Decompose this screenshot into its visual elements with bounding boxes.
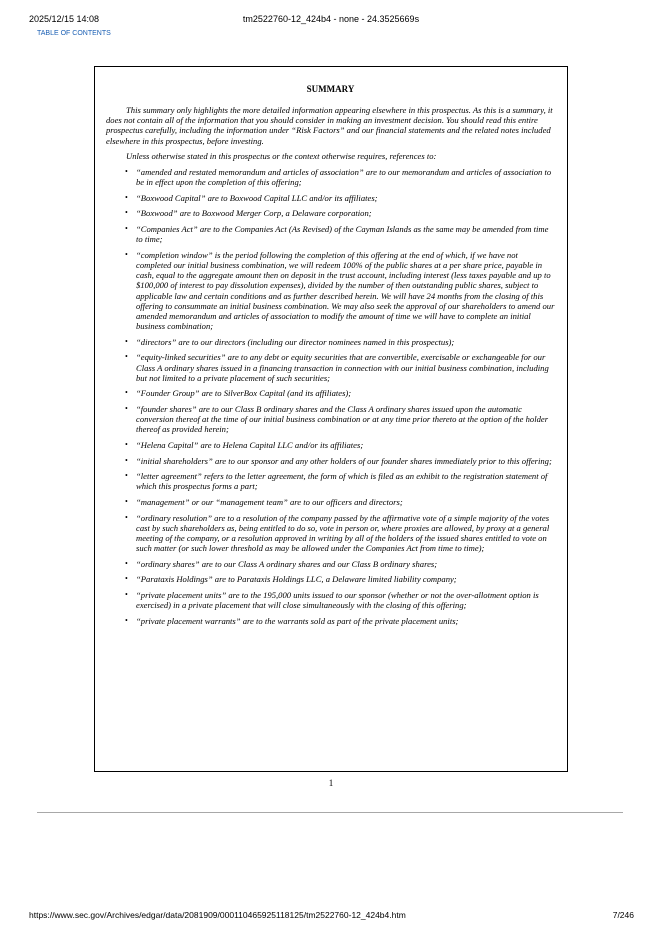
definition-item: • “Parataxis Holdings” are to Parataxis Holdings LLC, a Delaware limited liability company; <box>125 574 457 585</box>
page-number: 1 <box>328 778 334 788</box>
bullet-icon: • <box>125 336 128 346</box>
table-of-contents-link[interactable]: TABLE OF CONTENTS <box>37 30 111 37</box>
bullet-icon: • <box>125 471 128 481</box>
definition-item: • “completion window” is the period following the completion of this offering at the end of which, if we have not completed our initial business combination, we will redeem 100% of the public shares at a per share price, payable in cash, equal to the aggregate amount then on deposit in the trust account, including interest (less taxes payable and up to $100,000 of interest to pay dissolution expenses), divided by the number of then outstanding public shares, subject to applicable law and certain conditions and as further described herein. We will have 24 months from the closing of this offering to consummate an initial business combination. We may also seek the approval of our shareholders to amend our amended memorandum and articles of association to modify the amount of time we will have to complete an initial business combination; <box>125 249 555 332</box>
page-divider <box>37 812 623 813</box>
definition-item: • “private placement units” are to the 195,000 units issued to our sponsor (whether or not the over-allotment option is exercised) in a private placement that will close simultaneously with the closing of this offering; <box>125 589 539 611</box>
bullet-icon: • <box>125 352 128 362</box>
bullet-icon: • <box>125 208 128 218</box>
definition-item: • “letter agreement” refers to the letter agreement, the form of which is filed as an exhibit to the registration statement of which this prospectus forms a part; <box>125 471 548 492</box>
definitions-list <box>106 167 555 626</box>
bullet-icon: • <box>125 615 128 625</box>
print-datetime: 2025/12/15 14:08 <box>29 14 100 24</box>
summary-title: SUMMARY <box>306 84 355 94</box>
bullet-icon: • <box>125 512 128 522</box>
bullet-icon: • <box>125 249 128 259</box>
bullet-icon: • <box>125 388 128 398</box>
bullet-icon: • <box>125 574 128 584</box>
definition-item: • “amended and restated memorandum and articles of association” are to our memorandum and articles of association to be in effect upon the completion of this offering; <box>125 167 552 188</box>
bullet-icon: • <box>125 496 128 506</box>
definition-item: • “initial shareholders” are to our sponsor and any other holders of our founder shares immediately prior to this offering; <box>125 455 552 466</box>
footer-page-count: 7/246 <box>612 910 634 920</box>
print-document-title: tm2522760-12_424b4 - none - 24.3525669s <box>242 14 420 24</box>
bullet-icon: • <box>125 404 128 413</box>
definition-item: • “private placement warrants” are to the warrants sold as part of the private placement units; <box>125 615 459 626</box>
bullet-icon: • <box>125 558 128 568</box>
definition-item: • “directors” are to our directors (including our director nominees named in this prospectus); <box>125 336 455 347</box>
bullet-icon: • <box>125 440 128 449</box>
definition-item: • “Founder Group” are to SilverBox Capital (and its affiliates); <box>125 388 352 399</box>
definition-item: • “founder shares” are to our Class B ordinary shares and the Class A ordinary shares issued upon the automatic conversion thereof at the time of our initial business combination or at any time prior thereto at the option of the holder thereof as provided herein; <box>125 404 549 435</box>
bullet-icon: • <box>125 224 128 233</box>
footer-url: https://www.sec.gov/Archives/edgar/data/2081909/000110465925118125/tm2522760-12_424b4.htm <box>29 910 406 920</box>
definition-item: • “ordinary resolution” are to a resolution of the company passed by the affirmative vote of a simple majority of the votes cast by such shareholders as, being entitled to do so, vote in person or, where proxies are allowed, by proxy at a general meeting of the company, or a resolution approved in writing by all of the holders of the issued shares entitled to vote on such matter (or such lower threshold as may be allowed under the Companies Act from time to time); <box>125 512 550 554</box>
definition-item: • “Companies Act” are to the Companies Act (As Revised) of the Cayman Islands as the same may be amended from time to time; <box>125 224 549 245</box>
definition-item: • “Helena Capital” are to Helena Capital LLC and/or its affiliates; <box>125 440 364 450</box>
bullet-icon: • <box>125 192 128 202</box>
definition-item: • “equity-linked securities” are to any debt or equity securities that are convertible, exercisable or exchangeable for our Class A ordinary shares issued in a financing transaction in connection with our initial business combination, including but not limited to a private placement of such securities; <box>125 352 549 383</box>
bullet-icon: • <box>125 589 128 599</box>
definition-item: • “Boxwood” are to Boxwood Merger Corp, a Delaware corporation; <box>125 208 372 219</box>
definition-item: • “management” or our “management team” are to our officers and directors; <box>125 496 403 507</box>
definition-item: • “ordinary shares” are to our Class A ordinary shares and our Class B ordinary shares; <box>125 558 438 569</box>
summary-box <box>94 66 568 772</box>
bullet-icon: • <box>125 455 128 465</box>
bullet-icon: • <box>125 167 128 177</box>
summary-lead-paragraph: Unless otherwise stated in this prospectus or the context otherwise requires, references to: <box>126 150 437 161</box>
summary-intro-paragraph: This summary only highlights the more detailed information appearing elsewhere in this prospectus. As this is a summary, it does not contain all of the information that you should consider in making an investment decision. You should read this entire prospectus carefully, including the information under “Risk Factors” and our financial statements and the related notes included elsewhere in this prospectus, before investing. <box>106 105 553 146</box>
definition-item: • “Boxwood Capital” are to Boxwood Capital LLC and/or its affiliates; <box>125 192 378 203</box>
